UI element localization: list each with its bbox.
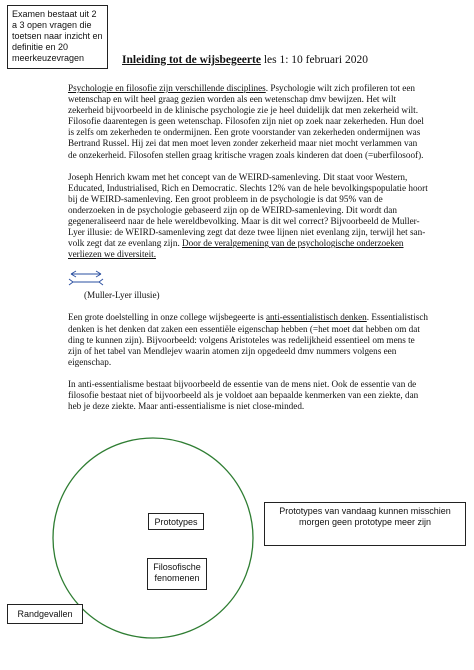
paragraph-disciplines-rest: . Psychologie wilt zich profileren tot een wetenschap en wilt heel graag gezien worden als een wetenschap dmv bewijzen. Het wilt zekerheid bijvoorbeeld in de klinische psychologie zie je heel duidelijk dat men zekerheid wilt. Filosofie daarentegen is geen wetenschap. Filosofen zijn niet op zoek naar zekerheden. Hun doel is zelfs om zekerheden te ondermijnen. Een grote voorstander van zekerheden ondermijnen was Bertrand Russel. Hij zei dat men moet leven zonder zekerheid maar niet mocht verlammen van de onzekerheid. Filosofen stellen graag kritische vragen zoals kinderen dat doen (=uberfilosoof). bbox=[68, 83, 424, 160]
title-sub: les 1: 10 februari 2020 bbox=[260, 54, 368, 66]
phenomena-label-box bbox=[147, 558, 207, 590]
illusion-caption: (Muller-Lyer illusie) bbox=[84, 290, 160, 301]
paragraph-anti-essentialism: In anti-essentialisme bestaat bijvoorbeeld de essentie van de mens niet. Ook de essentie van de filosofie bestaat niet of bijvoorbeeld als je voldoet aan bepaalde kenmerken van een ziekte, dan heb je deze ziekte. Maar anti-essentialisme is niet close-minded. bbox=[68, 378, 419, 412]
title-main: Inleiding tot de wijsbegeerte bbox=[122, 54, 261, 66]
paragraph-essentialism-after: . Essentialistisch denken is het denken dat zaken een essentiële eigenschap hebben (=het moet dat hebben om dat ding te kunnen zijn). Bijvoorbeeld: volgens Aristoteles was redelijkheid essentieel om mens te zijn of het tabel van Mendlejev waarin atomen zijn opgedeeld dmv nummers volgens een eigenschap. bbox=[68, 312, 429, 367]
prototypes-label: Prototypes bbox=[154, 517, 198, 527]
prototypes-label-box bbox=[148, 513, 204, 530]
paragraph-essentialism-underlined: anti-essentialistisch denken bbox=[265, 312, 367, 323]
paragraph-weird-text: Joseph Henrich kwam met het concept van de WEIRD-samenleving. Dit staat voor Western, Educated, Industrialised, Rich en Democratic. Slechts 12% van de hele bevolkingspopulatie hoort bij de WEIRD-samenleving. Een groot probleem in de psychologie is dat 95% van de onderzoeken in de psychologie gebaseerd zijn op de WEIRD-samenleving. Dit wordt dan gegeneraliseerd naar de hele wereldbevolking. Maar is dit wel correct? Bijvoorbeeld de Muller-Lyer illusie: de WEIRD-samenleving zegt dat deze twee lijnen niet evenlang zijn, terwijl het san-volk zegt dat ze evenlang zijn. bbox=[68, 171, 428, 249]
prototype-note-box bbox=[264, 502, 466, 546]
concept-circle bbox=[53, 438, 253, 638]
prototype-note: Prototypes van vandaag kunnen misschien morgen geen prototype meer zijn bbox=[279, 506, 451, 527]
paragraph-weird-underlined: Door de veralgemening van de psychologische onderzoeken verliezen we diversiteit. bbox=[68, 238, 404, 260]
exam-info-text: Examen bestaat uit 2 a 3 open vragen die toetsen naar inzicht en definitie en 20 meerkeuzevragen bbox=[12, 9, 103, 63]
paragraph-disciplines-lead: Psychologie en filosofie zijn verschillende disciplines bbox=[68, 83, 266, 93]
paragraph-essentialism-before: Een grote doelstelling in onze college wijsbegeerte is bbox=[68, 312, 266, 323]
phenomena-label: Filosofische fenomenen bbox=[153, 562, 201, 583]
edge-cases-label-box bbox=[7, 604, 83, 624]
edge-cases-label: Randgevallen bbox=[17, 609, 73, 619]
